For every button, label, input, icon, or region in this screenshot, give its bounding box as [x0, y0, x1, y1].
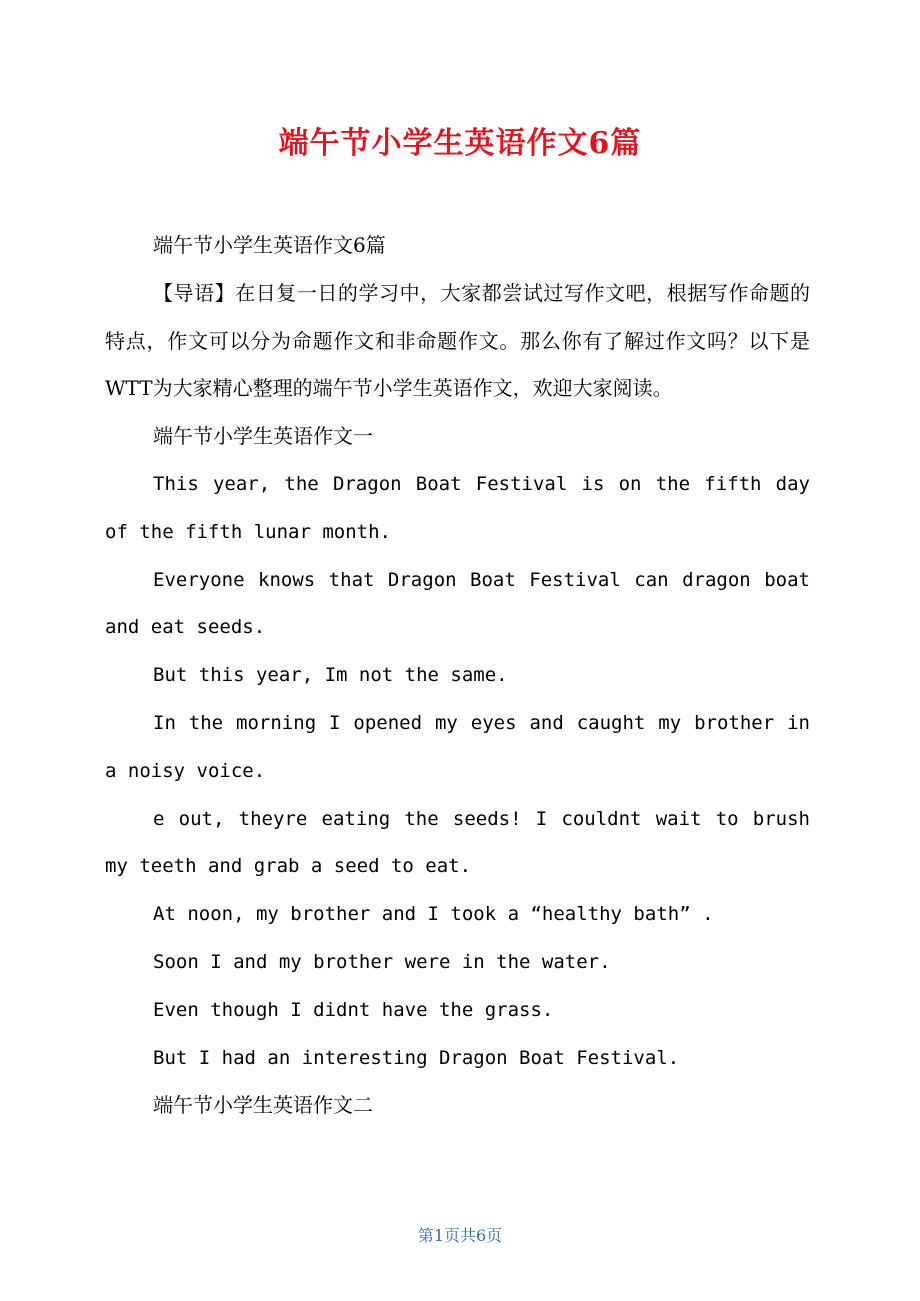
section-heading-2: 端午节小学生英语作文二	[153, 1093, 373, 1118]
paragraph: e out, theyre eating the seeds! I couldnt wait to brush my teeth and grab a seed to eat.	[105, 807, 810, 878]
paragraph-intro: 【导语】在日复一日的学习中，大家都尝试过写作文吧，根据写作命题的特点，作文可以分为命题作文和非命题作文。那么你有了解过作文吗？以下是WTT为大家精心整理的端午节小学生英语作文，欢迎大家阅读。	[105, 280, 810, 401]
paragraph: At noon, my brother and I took a “healthy bath” .	[153, 903, 714, 926]
paragraph: But this year, Im not the same.	[153, 664, 508, 687]
paragraph: In the morning I opened my eyes and caught my brother in a noisy voice.	[105, 711, 810, 782]
paragraph: This year, the Dragon Boat Festival is on the fifth day of the fifth lunar month.	[105, 472, 810, 543]
paragraph: But I had an interesting Dragon Boat Festival.	[153, 1046, 680, 1069]
document-title: 端午节小学生英语作文6篇	[278, 126, 642, 161]
paragraph: Soon I and my brother were in the water.	[153, 950, 611, 973]
section-heading-1: 端午节小学生英语作文一	[153, 424, 373, 449]
paragraph: Everyone knows that Dragon Boat Festival can dragon boat and eat seeds.	[105, 568, 810, 639]
document-body	[105, 222, 810, 1130]
paragraph: Even though I didnt have the grass.	[153, 998, 554, 1021]
page-number-footer: 第1页共6页	[417, 1226, 503, 1245]
paragraph-subtitle: 端午节小学生英语作文6篇	[153, 233, 386, 257]
